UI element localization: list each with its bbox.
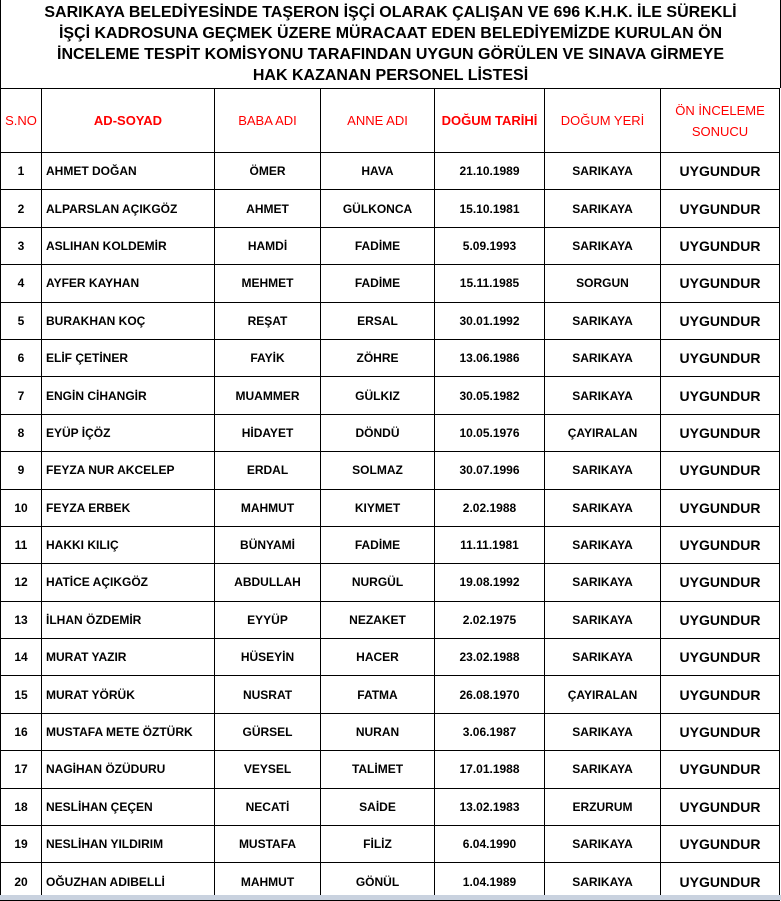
- header-anne-adi: ANNE ADI: [321, 89, 435, 153]
- cell-anne-adi: TALİMET: [321, 751, 435, 788]
- cell-sno: 17: [1, 751, 42, 788]
- cell-dogum-yeri: SARIKAYA: [545, 153, 661, 190]
- header-dogum-tarihi: DOĞUM TARİHİ: [435, 89, 545, 153]
- cell-sno: 1: [1, 153, 42, 190]
- cell-dogum-tarihi: 2.02.1988: [435, 489, 545, 526]
- cell-ad-soyad: ELİF ÇETİNER: [42, 339, 215, 376]
- cell-sonuc: UYGUNDUR: [661, 863, 780, 900]
- cell-anne-adi: SOLMAZ: [321, 452, 435, 489]
- cell-ad-soyad: ASLIHAN KOLDEMİR: [42, 227, 215, 264]
- table-row: [1, 339, 780, 376]
- table-row: [1, 601, 780, 638]
- cell-baba-adi: NECATİ: [215, 788, 321, 825]
- cell-anne-adi: HACER: [321, 639, 435, 676]
- header-on-inceleme-sonucu: ÖN İNCELEME SONUCU: [661, 89, 780, 153]
- cell-sonuc: UYGUNDUR: [661, 751, 780, 788]
- table-row: [1, 452, 780, 489]
- cell-ad-soyad: EYÜP İÇÖZ: [42, 414, 215, 451]
- cell-baba-adi: AHMET: [215, 190, 321, 227]
- cell-sonuc: UYGUNDUR: [661, 227, 780, 264]
- cell-baba-adi: ÖMER: [215, 153, 321, 190]
- cell-ad-soyad: NESLİHAN ÇEÇEN: [42, 788, 215, 825]
- cell-dogum-tarihi: 26.08.1970: [435, 676, 545, 713]
- cell-ad-soyad: NESLİHAN YILDIRIM: [42, 826, 215, 863]
- cell-sno: 15: [1, 676, 42, 713]
- title-line: İNCELEME TESPİT KOMİSYONU TARAFINDAN UYGUN GÖRÜLEN VE SINAVA GİRMEYE: [57, 46, 724, 63]
- cell-dogum-tarihi: 2.02.1975: [435, 601, 545, 638]
- cell-sno: 14: [1, 639, 42, 676]
- cell-sno: 2: [1, 190, 42, 227]
- personnel-table: [0, 88, 780, 901]
- table-row: [1, 713, 780, 750]
- cell-baba-adi: MAHMUT: [215, 863, 321, 900]
- cell-ad-soyad: AHMET DOĞAN: [42, 153, 215, 190]
- cell-ad-soyad: ENGİN CİHANGİR: [42, 377, 215, 414]
- cell-ad-soyad: İLHAN ÖZDEMİR: [42, 601, 215, 638]
- header-sno: S.NO: [1, 89, 42, 153]
- cell-ad-soyad: FEYZA ERBEK: [42, 489, 215, 526]
- cell-dogum-yeri: SARIKAYA: [545, 377, 661, 414]
- cell-sonuc: UYGUNDUR: [661, 826, 780, 863]
- header-dogum-yeri: DOĞUM YERİ: [545, 89, 661, 153]
- cell-anne-adi: NURAN: [321, 713, 435, 750]
- cell-ad-soyad: HAKKI KILIÇ: [42, 526, 215, 563]
- cell-ad-soyad: MUSTAFA METE ÖZTÜRK: [42, 713, 215, 750]
- cell-dogum-yeri: SARIKAYA: [545, 302, 661, 339]
- cell-dogum-yeri: SARIKAYA: [545, 751, 661, 788]
- cell-dogum-tarihi: 23.02.1988: [435, 639, 545, 676]
- table-row: [1, 751, 780, 788]
- table-row: [1, 676, 780, 713]
- cell-dogum-yeri: SARIKAYA: [545, 339, 661, 376]
- header-baba-adi: BABA ADI: [215, 89, 321, 153]
- cell-dogum-yeri: ÇAYIRALAN: [545, 676, 661, 713]
- cell-dogum-yeri: ERZURUM: [545, 788, 661, 825]
- cell-dogum-tarihi: 30.01.1992: [435, 302, 545, 339]
- cell-baba-adi: MAHMUT: [215, 489, 321, 526]
- cell-sno: 3: [1, 227, 42, 264]
- document-title: [0, 0, 781, 88]
- table-row: [1, 153, 780, 190]
- table-body: [1, 153, 780, 901]
- cell-sonuc: UYGUNDUR: [661, 526, 780, 563]
- table-row: [1, 526, 780, 563]
- cell-dogum-yeri: SARIKAYA: [545, 489, 661, 526]
- cell-ad-soyad: OĞUZHAN ADIBELLİ: [42, 863, 215, 900]
- table-row: [1, 265, 780, 302]
- cell-baba-adi: HÜSEYİN: [215, 639, 321, 676]
- cell-ad-soyad: AYFER KAYHAN: [42, 265, 215, 302]
- cell-sno: 7: [1, 377, 42, 414]
- cell-baba-adi: EYYÜP: [215, 601, 321, 638]
- cell-sonuc: UYGUNDUR: [661, 452, 780, 489]
- cell-dogum-tarihi: 13.02.1983: [435, 788, 545, 825]
- cell-dogum-yeri: ÇAYIRALAN: [545, 414, 661, 451]
- cell-dogum-tarihi: 30.05.1982: [435, 377, 545, 414]
- cell-dogum-yeri: SARIKAYA: [545, 526, 661, 563]
- cell-dogum-tarihi: 11.11.1981: [435, 526, 545, 563]
- cell-dogum-tarihi: 30.07.1996: [435, 452, 545, 489]
- cell-dogum-tarihi: 15.10.1981: [435, 190, 545, 227]
- cell-ad-soyad: MURAT YAZIR: [42, 639, 215, 676]
- cell-baba-adi: REŞAT: [215, 302, 321, 339]
- cell-sonuc: UYGUNDUR: [661, 414, 780, 451]
- table-row: [1, 377, 780, 414]
- title-line: HAK KAZANAN PERSONEL LİSTESİ: [252, 67, 529, 84]
- cell-anne-adi: FADİME: [321, 265, 435, 302]
- title-line: İŞÇİ KADROSUNA GEÇMEK ÜZERE MÜRACAAT EDEN BELEDİYEMİZDE KURULAN ÖN: [58, 25, 723, 42]
- table-row: [1, 489, 780, 526]
- cell-dogum-tarihi: 19.08.1992: [435, 564, 545, 601]
- cell-anne-adi: GÜLKIZ: [321, 377, 435, 414]
- cell-sno: 9: [1, 452, 42, 489]
- table-row: [1, 826, 780, 863]
- cell-anne-adi: GÖNÜL: [321, 863, 435, 900]
- cell-dogum-yeri: SARIKAYA: [545, 452, 661, 489]
- cell-anne-adi: ZÖHRE: [321, 339, 435, 376]
- window-bottom-edge: [0, 895, 781, 900]
- cell-sno: 10: [1, 489, 42, 526]
- title-line: SARIKAYA BELEDİYESİNDE TAŞERON İŞÇİ OLARAK ÇALIŞAN VE 696 K.H.K. İLE SÜREKLİ: [44, 4, 737, 21]
- table-row: [1, 788, 780, 825]
- cell-sno: 19: [1, 826, 42, 863]
- table-row: [1, 639, 780, 676]
- cell-sonuc: UYGUNDUR: [661, 377, 780, 414]
- cell-anne-adi: GÜLKONCA: [321, 190, 435, 227]
- cell-sonuc: UYGUNDUR: [661, 339, 780, 376]
- cell-sonuc: UYGUNDUR: [661, 639, 780, 676]
- table-row: [1, 302, 780, 339]
- cell-anne-adi: KIYMET: [321, 489, 435, 526]
- cell-sno: 4: [1, 265, 42, 302]
- cell-baba-adi: MUAMMER: [215, 377, 321, 414]
- cell-dogum-tarihi: 15.11.1985: [435, 265, 545, 302]
- cell-dogum-yeri: SARIKAYA: [545, 863, 661, 900]
- cell-sno: 12: [1, 564, 42, 601]
- cell-anne-adi: FATMA: [321, 676, 435, 713]
- cell-ad-soyad: HATİCE AÇIKGÖZ: [42, 564, 215, 601]
- cell-baba-adi: HAMDİ: [215, 227, 321, 264]
- cell-sno: 5: [1, 302, 42, 339]
- cell-baba-adi: HİDAYET: [215, 414, 321, 451]
- cell-sonuc: UYGUNDUR: [661, 788, 780, 825]
- cell-dogum-yeri: SARIKAYA: [545, 190, 661, 227]
- cell-sonuc: UYGUNDUR: [661, 153, 780, 190]
- cell-sno: 13: [1, 601, 42, 638]
- cell-baba-adi: GÜRSEL: [215, 713, 321, 750]
- cell-sonuc: UYGUNDUR: [661, 713, 780, 750]
- cell-dogum-yeri: SARIKAYA: [545, 713, 661, 750]
- cell-dogum-tarihi: 5.09.1993: [435, 227, 545, 264]
- cell-dogum-tarihi: 13.06.1986: [435, 339, 545, 376]
- cell-anne-adi: FADİME: [321, 526, 435, 563]
- cell-dogum-yeri: SARIKAYA: [545, 639, 661, 676]
- cell-sonuc: UYGUNDUR: [661, 190, 780, 227]
- cell-anne-adi: NEZAKET: [321, 601, 435, 638]
- cell-baba-adi: MEHMET: [215, 265, 321, 302]
- cell-sno: 16: [1, 713, 42, 750]
- table-row: [1, 190, 780, 227]
- cell-dogum-tarihi: 3.06.1987: [435, 713, 545, 750]
- cell-sonuc: UYGUNDUR: [661, 265, 780, 302]
- cell-dogum-yeri: SARIKAYA: [545, 826, 661, 863]
- cell-dogum-tarihi: 17.01.1988: [435, 751, 545, 788]
- cell-baba-adi: BÜNYAMİ: [215, 526, 321, 563]
- cell-baba-adi: VEYSEL: [215, 751, 321, 788]
- table-row: [1, 227, 780, 264]
- cell-ad-soyad: NAGİHAN ÖZÜDURU: [42, 751, 215, 788]
- cell-anne-adi: HAVA: [321, 153, 435, 190]
- cell-ad-soyad: MURAT YÖRÜK: [42, 676, 215, 713]
- cell-sonuc: UYGUNDUR: [661, 564, 780, 601]
- cell-baba-adi: MUSTAFA: [215, 826, 321, 863]
- cell-baba-adi: ABDULLAH: [215, 564, 321, 601]
- header-ad-soyad: AD-SOYAD: [42, 89, 215, 153]
- cell-anne-adi: NURGÜL: [321, 564, 435, 601]
- table-row: [1, 564, 780, 601]
- cell-sno: 11: [1, 526, 42, 563]
- cell-sonuc: UYGUNDUR: [661, 302, 780, 339]
- cell-ad-soyad: FEYZA NUR AKCELEP: [42, 452, 215, 489]
- cell-sno: 8: [1, 414, 42, 451]
- cell-baba-adi: ERDAL: [215, 452, 321, 489]
- cell-sno: 20: [1, 863, 42, 900]
- cell-sonuc: UYGUNDUR: [661, 601, 780, 638]
- cell-dogum-tarihi: 1.04.1989: [435, 863, 545, 900]
- cell-ad-soyad: ALPARSLAN AÇIKGÖZ: [42, 190, 215, 227]
- cell-sonuc: UYGUNDUR: [661, 489, 780, 526]
- cell-baba-adi: NUSRAT: [215, 676, 321, 713]
- cell-dogum-yeri: SORGUN: [545, 265, 661, 302]
- table-header-row: [1, 89, 780, 153]
- cell-dogum-tarihi: 6.04.1990: [435, 826, 545, 863]
- cell-anne-adi: FADİME: [321, 227, 435, 264]
- cell-anne-adi: DÖNDÜ: [321, 414, 435, 451]
- cell-anne-adi: ERSAL: [321, 302, 435, 339]
- cell-sno: 6: [1, 339, 42, 376]
- cell-dogum-yeri: SARIKAYA: [545, 601, 661, 638]
- cell-ad-soyad: BURAKHAN KOÇ: [42, 302, 215, 339]
- cell-anne-adi: SAİDE: [321, 788, 435, 825]
- cell-dogum-tarihi: 21.10.1989: [435, 153, 545, 190]
- cell-baba-adi: FAYİK: [215, 339, 321, 376]
- cell-sno: 18: [1, 788, 42, 825]
- cell-dogum-yeri: SARIKAYA: [545, 227, 661, 264]
- cell-dogum-yeri: SARIKAYA: [545, 564, 661, 601]
- cell-dogum-tarihi: 10.05.1976: [435, 414, 545, 451]
- cell-sonuc: UYGUNDUR: [661, 676, 780, 713]
- table-row: [1, 414, 780, 451]
- cell-anne-adi: FİLİZ: [321, 826, 435, 863]
